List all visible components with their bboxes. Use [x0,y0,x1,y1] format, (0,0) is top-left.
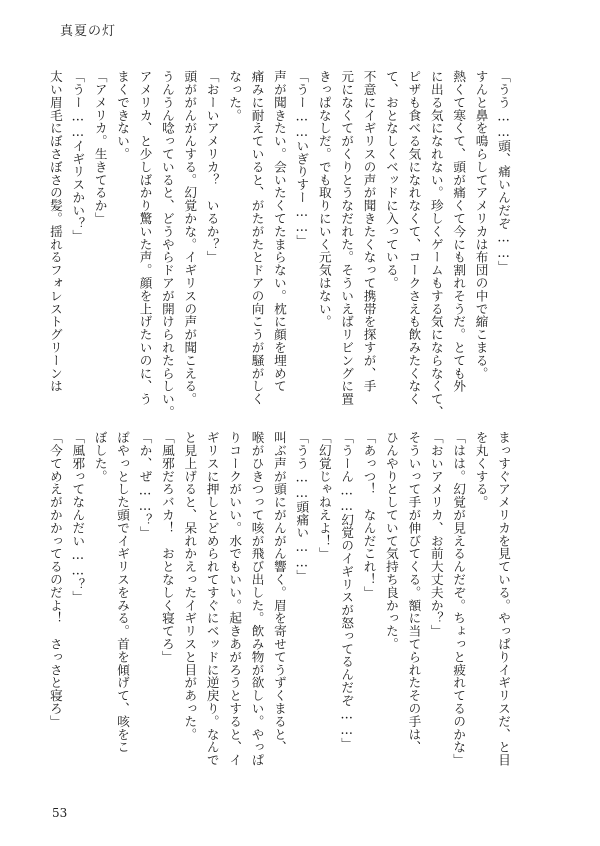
text-line: 熱くて寒くて、頭が痛くて今にも割れそうだ。とても外 [451,70,467,393]
text-line: 「うー……いぎりすー……」 [294,70,310,248]
text-line: 太い眉毛にぼさぼさの髪。揺れるフォレストグリーンは [47,70,63,393]
text-line: を丸くする。 [473,431,489,509]
text-line: 喉がひきつって咳が飛び出した。飲み物が欲しい。やっぱ [249,431,265,767]
text-line: すんと鼻を鳴らしてアメリカは布団の中で縮こまる。 [473,70,489,380]
text-line: ぽやっとした頭でイギリスをみる。首を傾げて、咳をこ [115,431,131,754]
text-line: 「おいアメリカ、お前大丈夫か？」 [428,431,444,638]
text-line: ひんやりとしていて気持ち良かった。 [383,431,399,651]
text-line: と見上げると、呆れかえったイギリスと目があった。 [182,431,198,741]
text-line: 「うう……頭、痛いんだぞ……」 [496,70,511,274]
text-line: うんうん唸っていると、どうやらドアが開けられたらしい。 [159,70,175,419]
text-line: て、おとなしくベッドに入っている。 [383,70,399,290]
text-line: 元になくてがくりとうなだれた。そういえばリビングに置 [339,70,355,406]
text-line: りコークがいい。水でもいい。起きあがろうとすると、イ [227,431,243,767]
text-line: 声が聞きたい。会いたくてたまらない。枕に顔を埋めて [271,70,287,393]
running-title: 真夏の灯 [60,24,117,39]
text-line: 「うー……イギリスかい？」 [70,70,86,243]
text-line: 「か、ぜ……？」 [137,431,153,539]
text-line: 痛みに耐えていると、がたがたとドアの向こうが騒がしく [249,70,265,406]
text-line: アメリカ、と少しばかり驚いた声。顔を上げたいのに、う [137,70,153,406]
text-line: そういって手が伸びてくる。額に当てられたその手は、 [406,431,422,754]
text-line: 「アメリカ。生きてるか」 [92,70,108,225]
text-line: 不意にイギリスの声が聞きたくなって携帯を探すが、手 [361,70,377,393]
text-line: 「おーいアメリカ？ いるか？」 [204,70,220,264]
lower-text-block [49,431,514,769]
text-line: ぼした。 [92,431,108,483]
text-line: ギリスに押しとどめられてすぐにベッドに逆戻り。なんで [204,431,220,767]
text-line: に出る気になれない。珍しくゲームもする気にならなくて、 [428,70,444,419]
text-line: 「幻覚じゃねえよ！」 [316,431,332,560]
text-line: 「はは。幻覚が見えるんだぞ。ちょっと疲れてるのかな」 [451,431,467,767]
text-line: ピザも食べる気になれなくて、コークさえも飲みたくなく [406,70,422,406]
text-line: 「風邪ってなんだい……？」 [70,431,86,604]
text-line: 「風邪だろバカ！ おとなしく寝てろ」 [159,431,175,664]
text-line: まくできない。 [115,70,131,161]
text-line: まっすぐアメリカを見ている。やっぱりイギリスだ、と目 [496,431,511,767]
page-number: 53 [52,806,68,820]
text-line: 頭ががんがんする。幻覚かな。イギリスの声が聞こえる。 [182,70,198,406]
text-line: 「あっつ！ なんだこれ！」 [361,431,377,599]
text-line: 「うう……頭痛い……」 [294,431,310,583]
text-line: きっぱなしだ。でも取りにいく元気はない。 [316,70,332,328]
upper-text-block [47,70,514,419]
text-line: 叫ぶ声が頭にがんがん響く。眉を寄せてうずくまると、 [271,431,287,754]
text-line: 「今てめえがかかってるのだよ！ さっさと寝ろ」 [47,431,63,728]
text-line: なった。 [227,70,243,122]
text-line: 「うーん……幻覚のイギリスが怒ってるんだぞ……」 [339,431,355,751]
